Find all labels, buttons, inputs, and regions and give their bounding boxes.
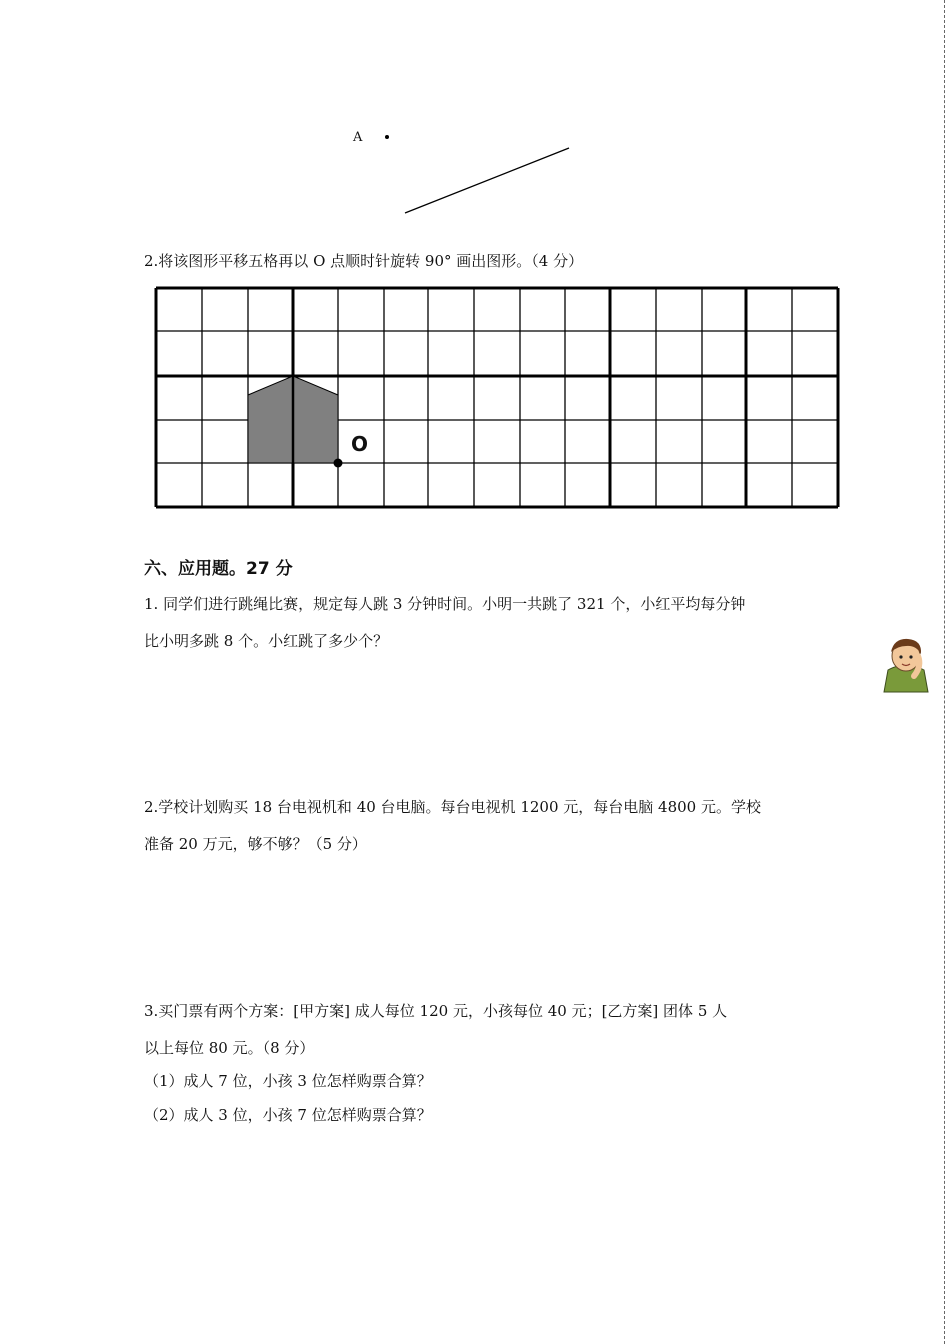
cartoon-boy-icon bbox=[876, 630, 936, 692]
page-edge-dashed-line bbox=[944, 0, 945, 1344]
problem-1-line-2: 比小明多跳 8 个。小红跳了多少个？ bbox=[144, 632, 389, 650]
point-a-label: A bbox=[353, 130, 363, 145]
problem-3-line-2: 以上每位 80 元。（8 分） bbox=[144, 1039, 315, 1057]
problem-3-sub-2: （2）成人 3 位，小孩 7 位怎样购票合算？ bbox=[144, 1106, 432, 1124]
point-o-label: O bbox=[351, 432, 369, 456]
problem-3-sub-1: （1）成人 7 位，小孩 3 位怎样购票合算？ bbox=[144, 1072, 432, 1090]
problem-2-line-1: 2.学校计划购买 18 台电视机和 40 台电脑。每台电视机 1200 元，每台电脑 4800 元。学校 bbox=[144, 798, 761, 816]
problem-2-line-2: 准备 20 万元，够不够？（5 分） bbox=[144, 835, 367, 853]
point-o-dot bbox=[334, 459, 343, 468]
problem-3-line-1: 3.买门票有两个方案：[甲方案] 成人每位 120 元，小孩每位 40 元；[乙方案] 团体 5 人 bbox=[144, 1002, 728, 1020]
question-2-text: 2.将该图形平移五格再以 O 点顺时针旋转 90° 画出图形。（4 分） bbox=[144, 252, 584, 270]
section-6-heading: 六、应用题。27 分 bbox=[144, 559, 293, 579]
problem-1-line-1: 1. 同学们进行跳绳比赛，规定每人跳 3 分钟时间。小明一共跳了 321 个，小红平均每分钟 bbox=[144, 595, 746, 613]
